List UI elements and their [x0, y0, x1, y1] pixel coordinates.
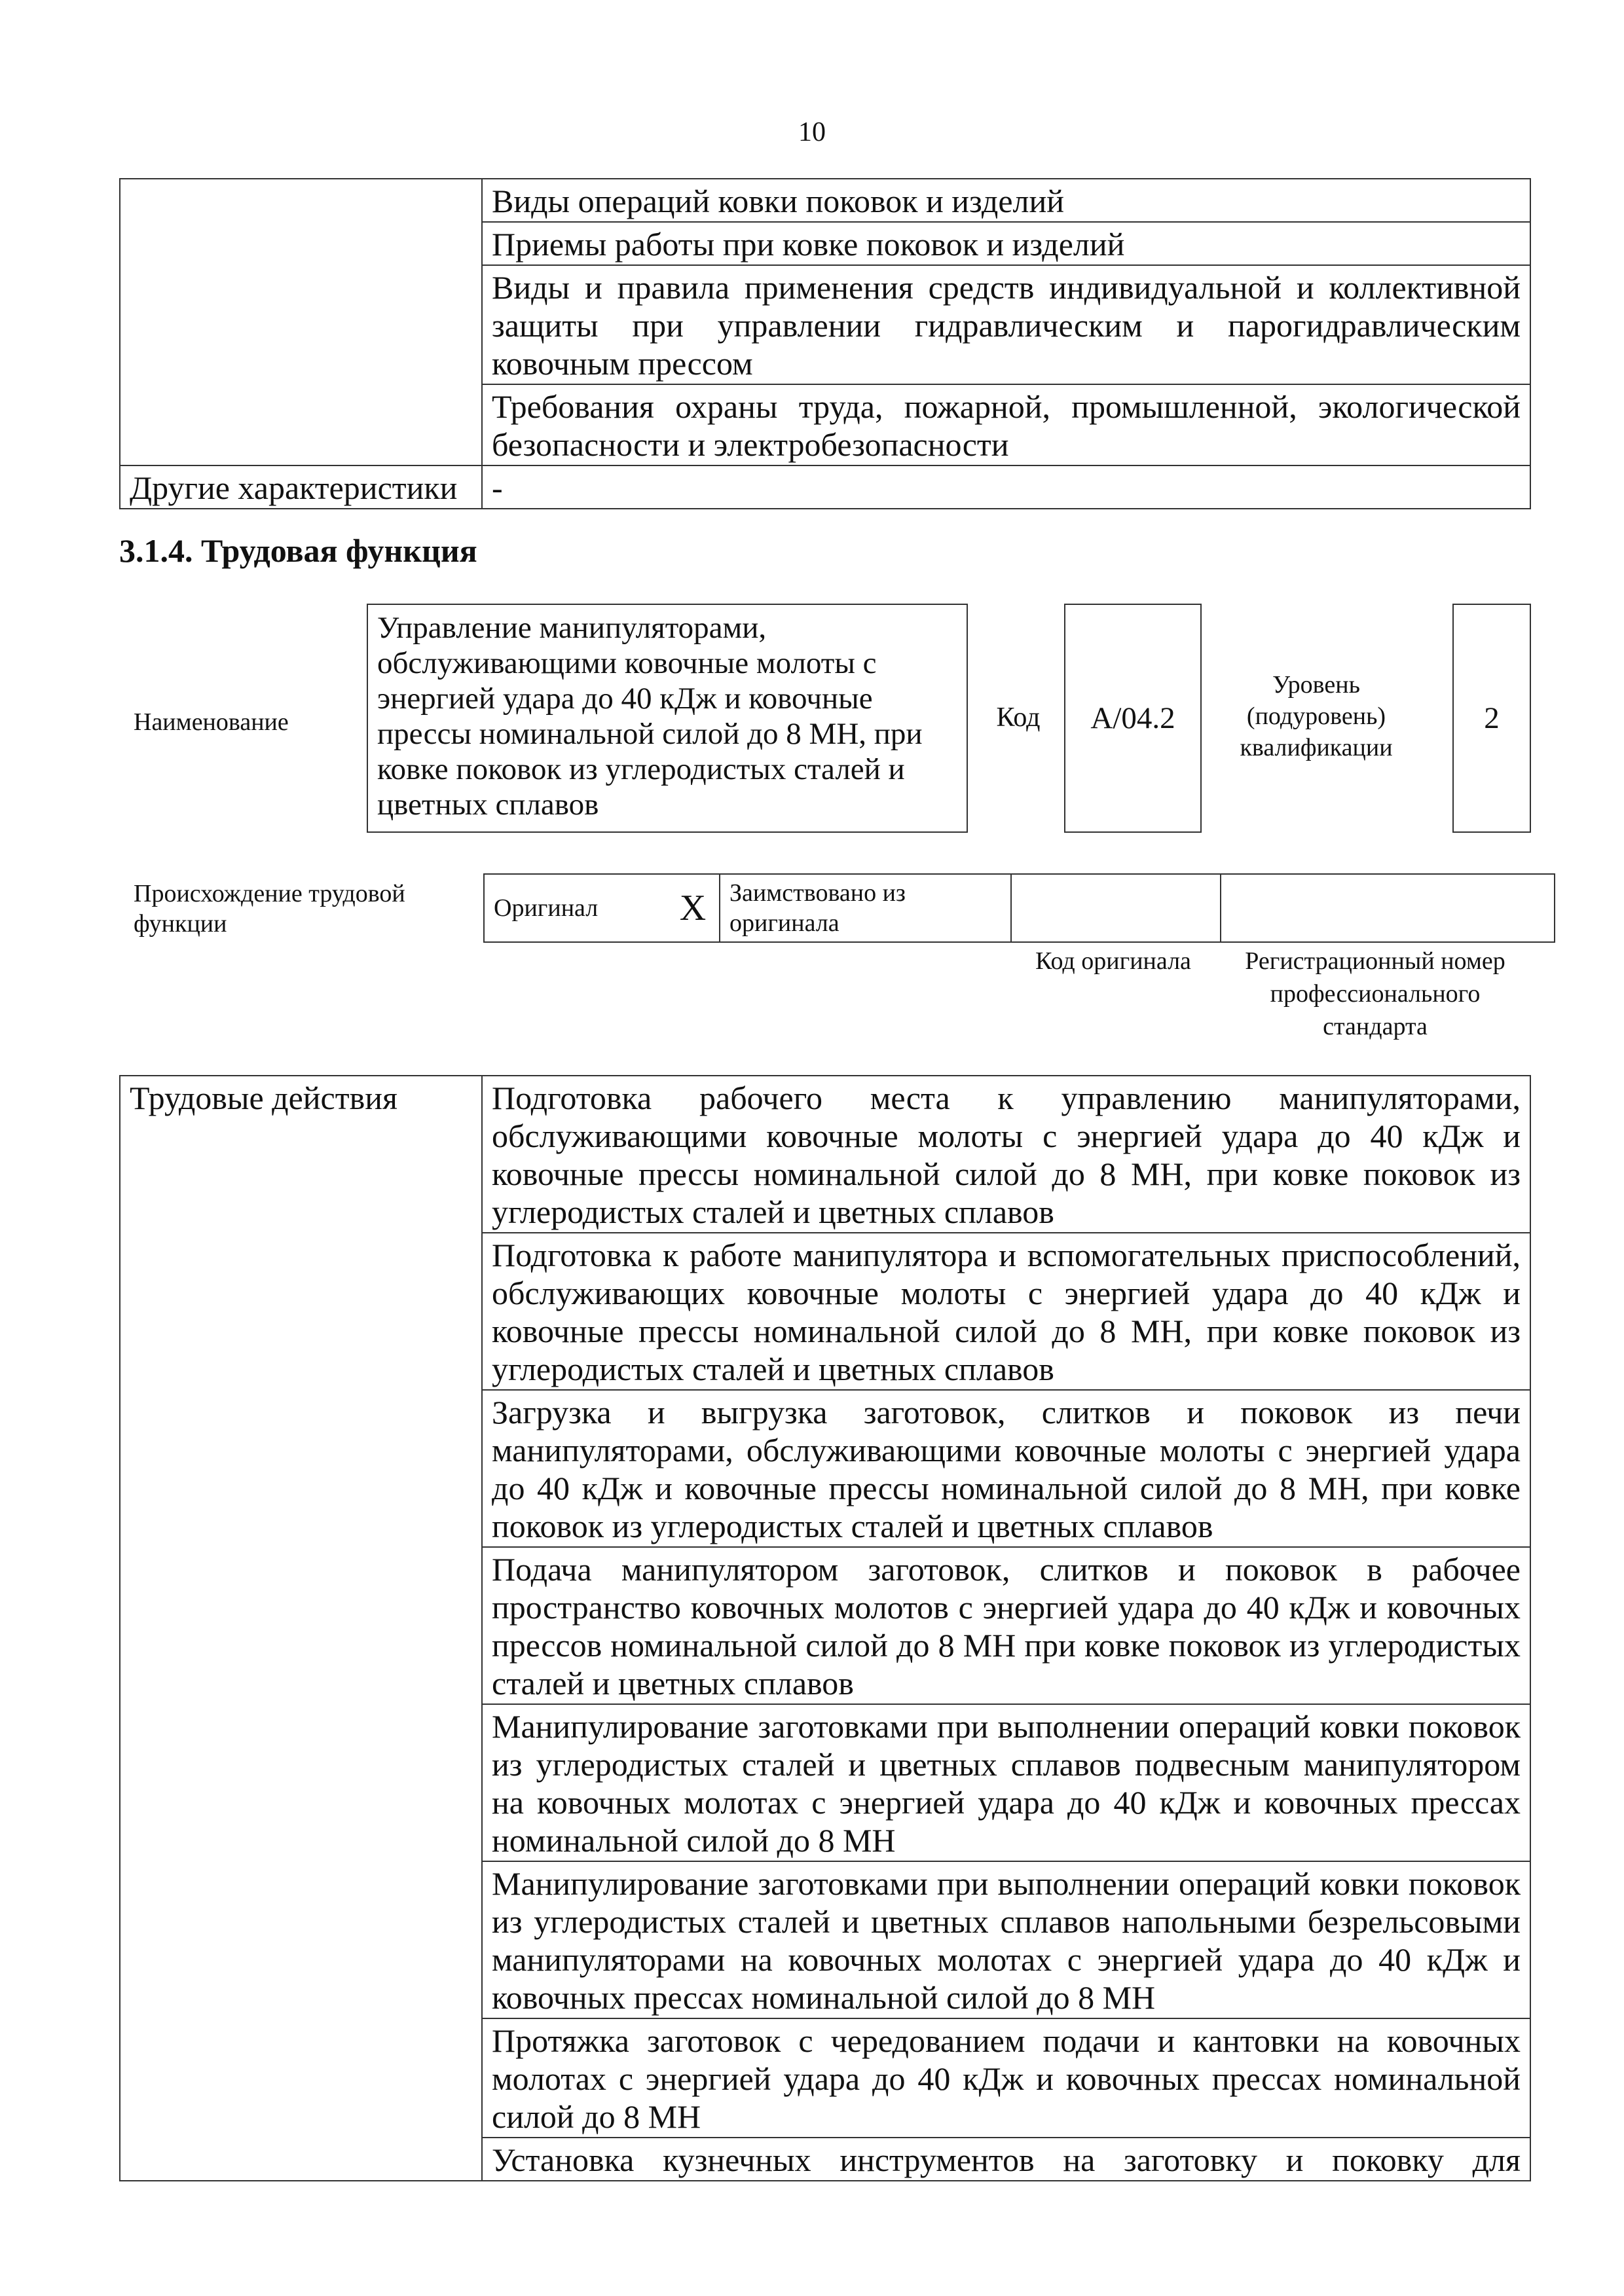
qualification-level-value: 2 [1484, 701, 1500, 735]
code-box [1064, 604, 1202, 833]
function-name-box: Управление манипуляторами, обслуживающими ковочные молоты с энергией удара до 40 кДж и ковочные прессы номинальной силой до 8 МН, при ковке поковок из углеродистых сталей и цветных сплавов [367, 604, 968, 833]
origin-original-label: Оригинал [484, 874, 667, 942]
table-row: Приемы работы при ковке поковок и изделий [482, 222, 1530, 265]
origin-original-mark: X [667, 874, 720, 942]
table-row: Виды и правила применения средств индивидуальной и коллективной защиты при управлении гидравлическим и парогидравлическим ковочным прессом [482, 265, 1530, 384]
origin-borrowed-label: Заимствовано из оригинала [720, 874, 1011, 942]
knowledge-table [119, 178, 1531, 509]
name-label: Наименование [134, 708, 289, 736]
empty-label-cell [120, 179, 482, 465]
registration-number-caption: Регистрационный номер профессионального стандарта [1245, 947, 1505, 1040]
table-row: Требования охраны труда, пожарной, промышленной, экологической безопасности и электробезопасности [482, 384, 1530, 465]
original-code-cell [1011, 874, 1221, 942]
qualification-level-box [1452, 604, 1531, 833]
code-label: Код [996, 702, 1041, 733]
other-characteristics-label: Другие характеристики [120, 465, 482, 509]
registration-number-cell [1221, 874, 1555, 942]
table-row: Установка кузнечных инструментов на заготовку и поковку для [482, 2138, 1530, 2181]
qualification-level-label: Уровень (подуровень) квалификации [1240, 671, 1393, 761]
table-row: Подготовка рабочего места к управлению манипуляторами, обслуживающими ковочные молоты с энергией удара до 40 кДж и ковочные прессы номинальной силой до 8 МН, при ковке поковок из углеродистых сталей и цветных сплавов [482, 1076, 1530, 1233]
origin-table [483, 873, 1555, 943]
original-code-caption: Код оригинала [1035, 947, 1191, 975]
table-row: Манипулирование заготовками при выполнении операций ковки поковок из углеродистых сталей и цветных сплавов подвесным манипулятором на ковочных молотах с энергией удара до 40 кДж и ковочных прессах номинальной силой до 8 МН [482, 1704, 1530, 1861]
table-row: Протяжка заготовок с чередованием подачи и кантовки на ковочных молотах с энергией удара до 40 кДж и ковочных прессах номинальной силой до 8 МН [482, 2018, 1530, 2138]
labor-actions-label: Трудовые действия [120, 1076, 482, 2181]
code-value: А/04.2 [1090, 701, 1175, 735]
table-row: Загрузка и выгрузка заготовок, слитков и поковок из печи манипуляторами, обслуживающими ковочные молоты с энергией удара до 40 кДж и ковочные прессы номинальной силой до 8 МН, при ковке поковок из углеродистых сталей и цветных сплавов [482, 1390, 1530, 1547]
page-number: 10 [798, 117, 826, 147]
labor-actions-table [119, 1075, 1531, 2181]
table-row: Подготовка к работе манипулятора и вспомогательных приспособлений, обслуживающих ковочные молоты с энергией удара до 40 кДж и ковочные прессы номинальной силой до 8 МН, при ковке поковок из углеродистых сталей и цветных сплавов [482, 1233, 1530, 1390]
origin-label: Происхождение трудовой функции [134, 880, 405, 938]
section-heading: 3.1.4. Трудовая функция [119, 532, 477, 569]
table-row: Манипулирование заготовками при выполнении операций ковки поковок из углеродистых сталей и цветных сплавов напольными безрельсовыми манипуляторами на ковочных молотах с энергией удара до 40 кДж и ковочных прессах номинальной силой до 8 МН [482, 1861, 1530, 2018]
other-characteristics-value: - [482, 465, 1530, 509]
table-row: Виды операций ковки поковок и изделий [482, 179, 1530, 222]
table-row: Подача манипулятором заготовок, слитков и поковок в рабочее пространство ковочных молотов с энергией удара до 40 кДж и ковочных прессов номинальной силой до 8 МН при ковке поковок из углеродистых сталей и цветных сплавов [482, 1547, 1530, 1704]
